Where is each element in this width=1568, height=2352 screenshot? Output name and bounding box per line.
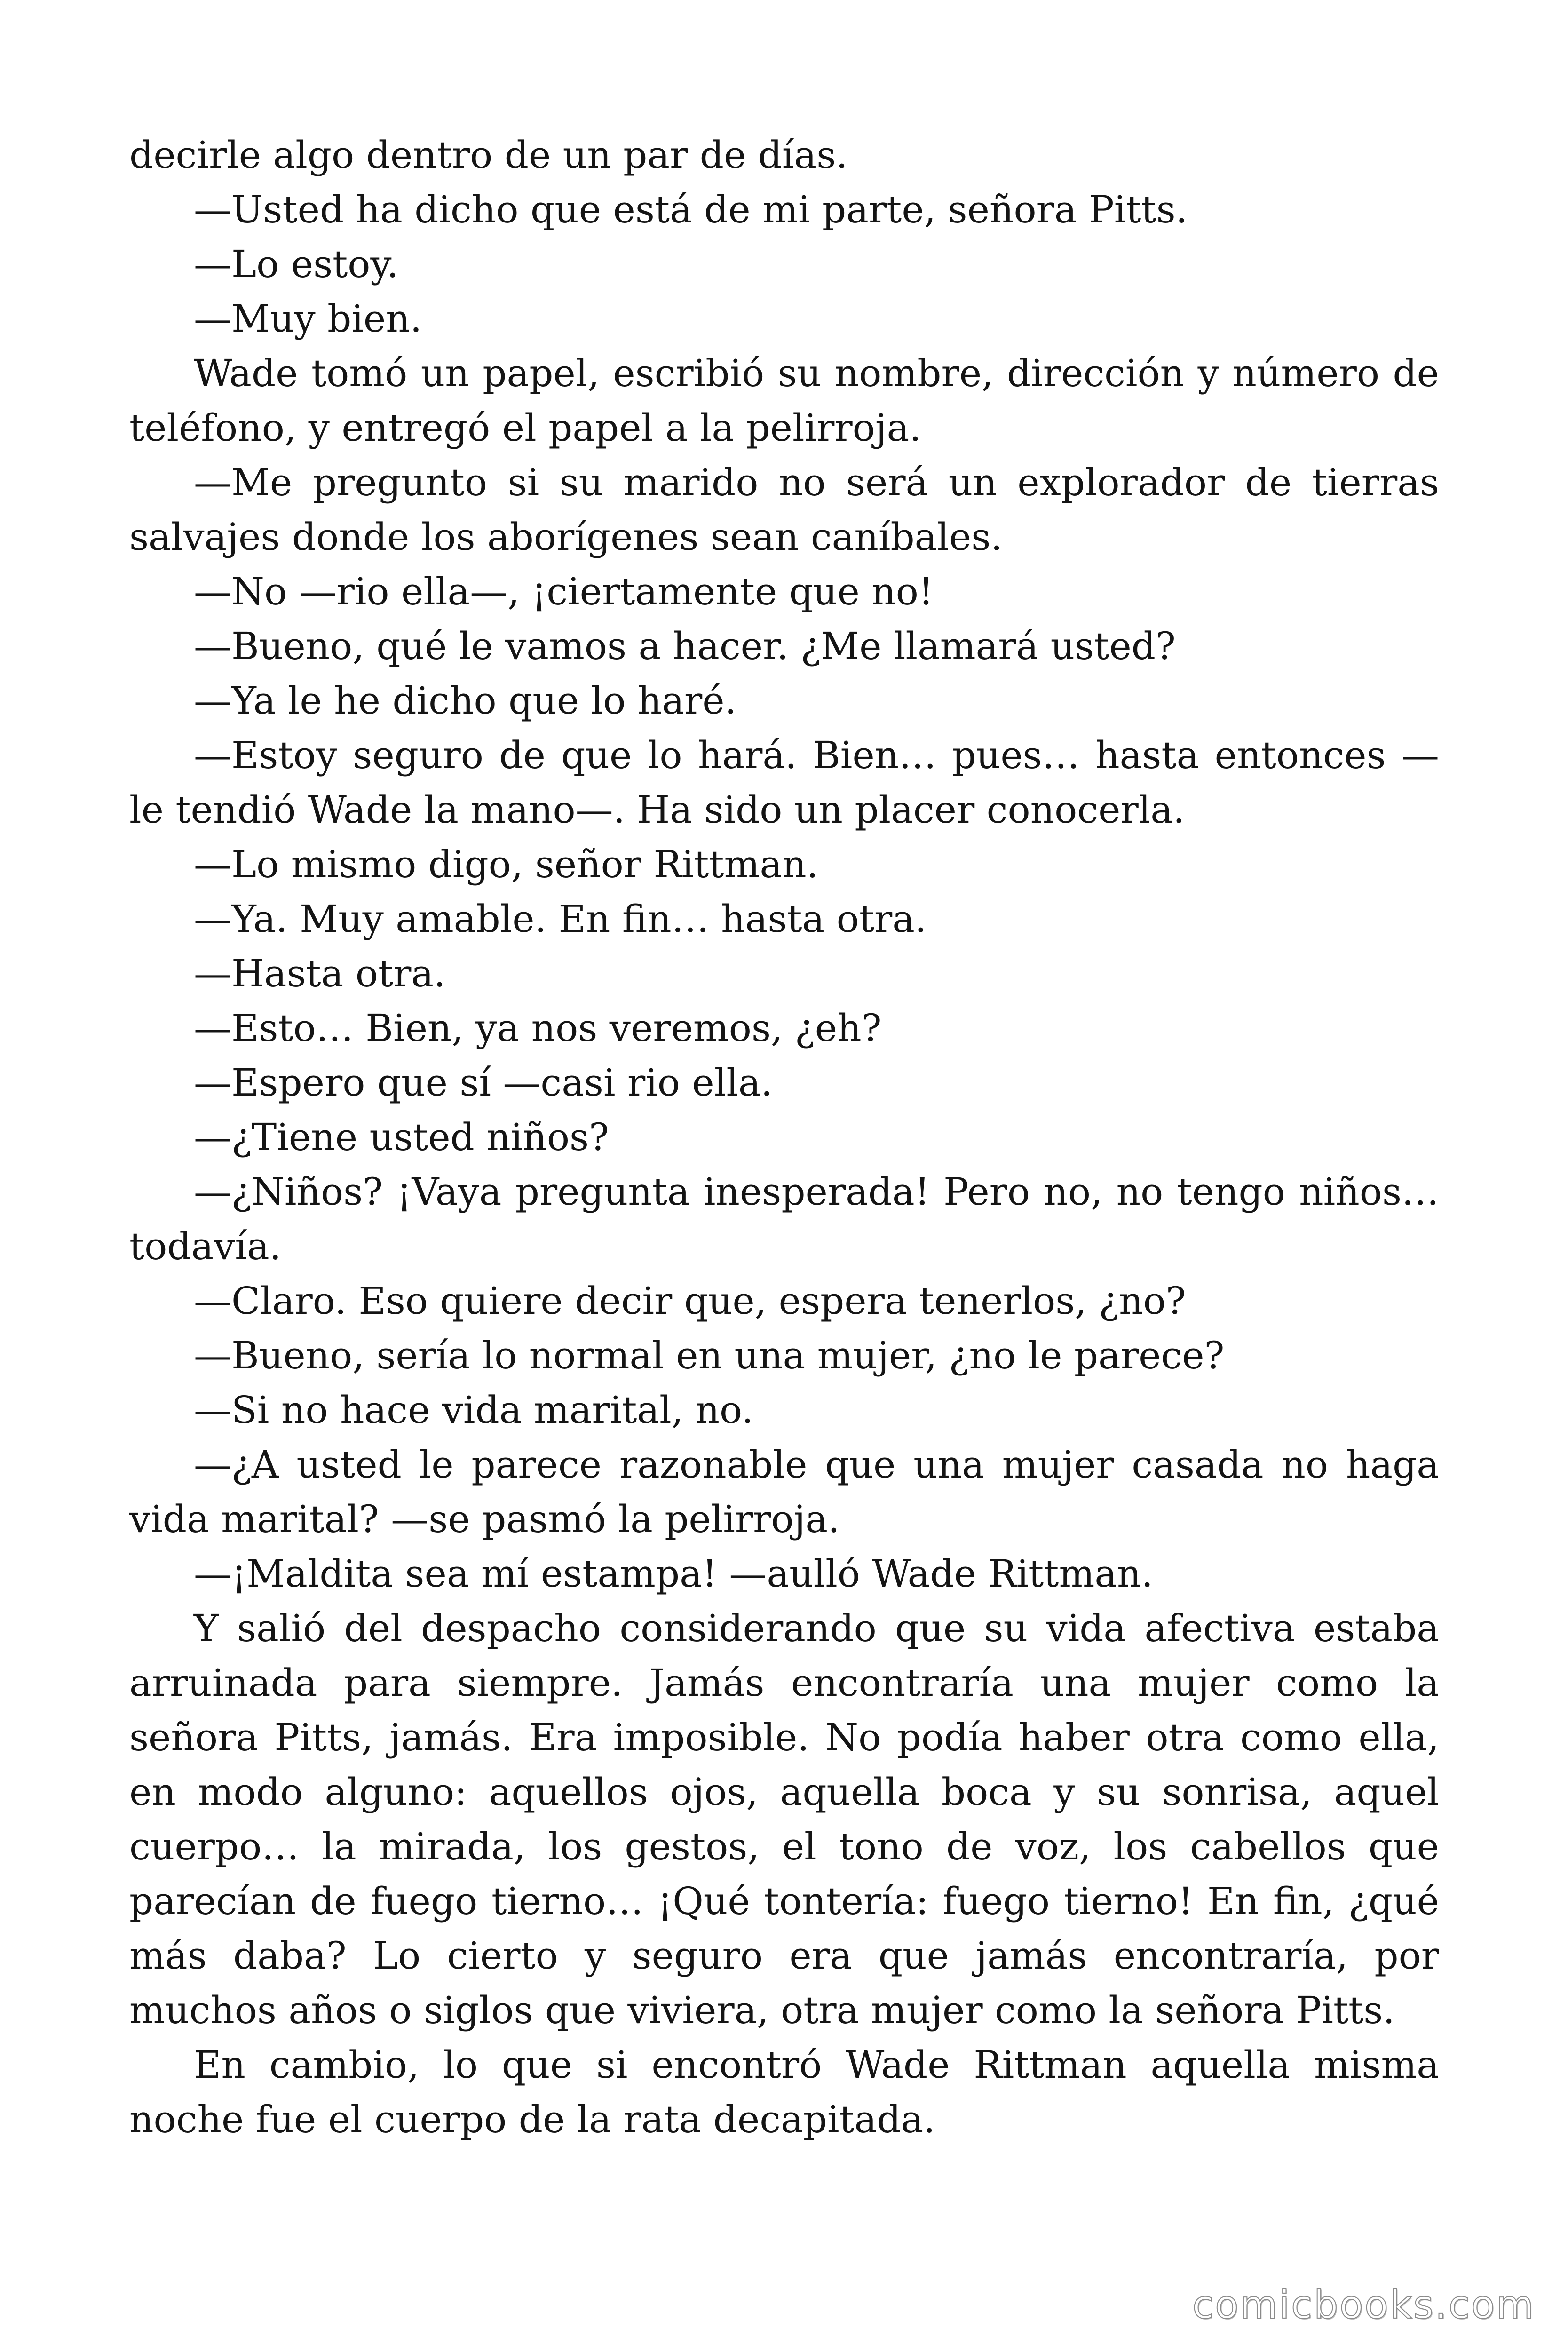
paragraph: —Esto… Bien, ya nos veremos, ¿eh?	[194, 1006, 882, 1050]
page-text	[129, 128, 1439, 2147]
paragraph: —No —rio ella—, ¡ciertamente que no!	[194, 570, 934, 613]
paragraph: —Hasta otra.	[194, 952, 446, 995]
paragraph: —Estoy seguro de que lo hará. Bien… pues… hasta entonces — le tendió Wade la mano—. Ha sido un placer conocerla.	[129, 733, 1439, 832]
paragraph: —Espero que sí —casi rio ella.	[194, 1061, 773, 1104]
paragraph: —¿Tiene usted niños?	[194, 1115, 609, 1159]
paragraph: —Ya le he dicho que lo haré.	[194, 679, 737, 723]
paragraph: —¿A usted le parece razonable que una mujer casada no haga vida marital? —se pasmó la pelirroja.	[129, 1443, 1439, 1541]
site-watermark: comicbooks.com	[1192, 2283, 1535, 2328]
paragraph: Y salió del despacho considerando que su vida afectiva estaba arruinada para siempre. Jamás encontraría una mujer como la señora Pitts, jamás. Era imposible. No podía haber otra como ella, en modo alguno: aquellos ojos, aquella boca y su sonrisa, aquel cuerpo… la mirada, los gestos, el tono de voz, los cabellos que parecían de fuego tierno… ¡Qué tontería: fuego tierno! En fin, ¿qué más daba? Lo cierto y seguro era que jamás encontraría, por muchos años o siglos que viviera, otra mujer como la señora Pitts.	[129, 1606, 1439, 2032]
paragraph: —¿Niños? ¡Vaya pregunta inesperada! Pero no, no tengo niños… todavía.	[129, 1170, 1439, 1268]
paragraph: —Me pregunto si su marido no será un explorador de tierras salvajes donde los aborígenes sean caníbales.	[129, 461, 1439, 559]
paragraph: —¡Maldita sea mí estampa! —aulló Wade Rittman.	[194, 1552, 1153, 1596]
paragraph: Wade tomó un papel, escribió su nombre, dirección y número de teléfono, y entregó el papel a la pelirroja.	[129, 351, 1439, 450]
paragraph: —Bueno, qué le vamos a hacer. ¿Me llamará usted?	[194, 624, 1176, 668]
paragraph: —Ya. Muy amable. En fin… hasta otra.	[194, 897, 927, 941]
paragraph: —Lo estoy.	[194, 242, 399, 286]
paragraph: —Claro. Eso quiere decir que, espera tenerlos, ¿no?	[194, 1279, 1186, 1323]
paragraph: —Si no hace vida marital, no.	[194, 1388, 754, 1432]
paragraph: decirle algo dentro de un par de días.	[129, 133, 848, 177]
paragraph: —Muy bien.	[194, 297, 422, 341]
paragraph: En cambio, lo que si encontró Wade Rittman aquella misma noche fue el cuerpo de la rata decapitada.	[129, 2043, 1439, 2141]
paragraph: —Usted ha dicho que está de mi parte, señora Pitts.	[194, 188, 1188, 231]
paragraph: —Bueno, sería lo normal en una mujer, ¿no le parece?	[194, 1334, 1225, 1377]
paragraph: —Lo mismo digo, señor Rittman.	[194, 842, 819, 886]
